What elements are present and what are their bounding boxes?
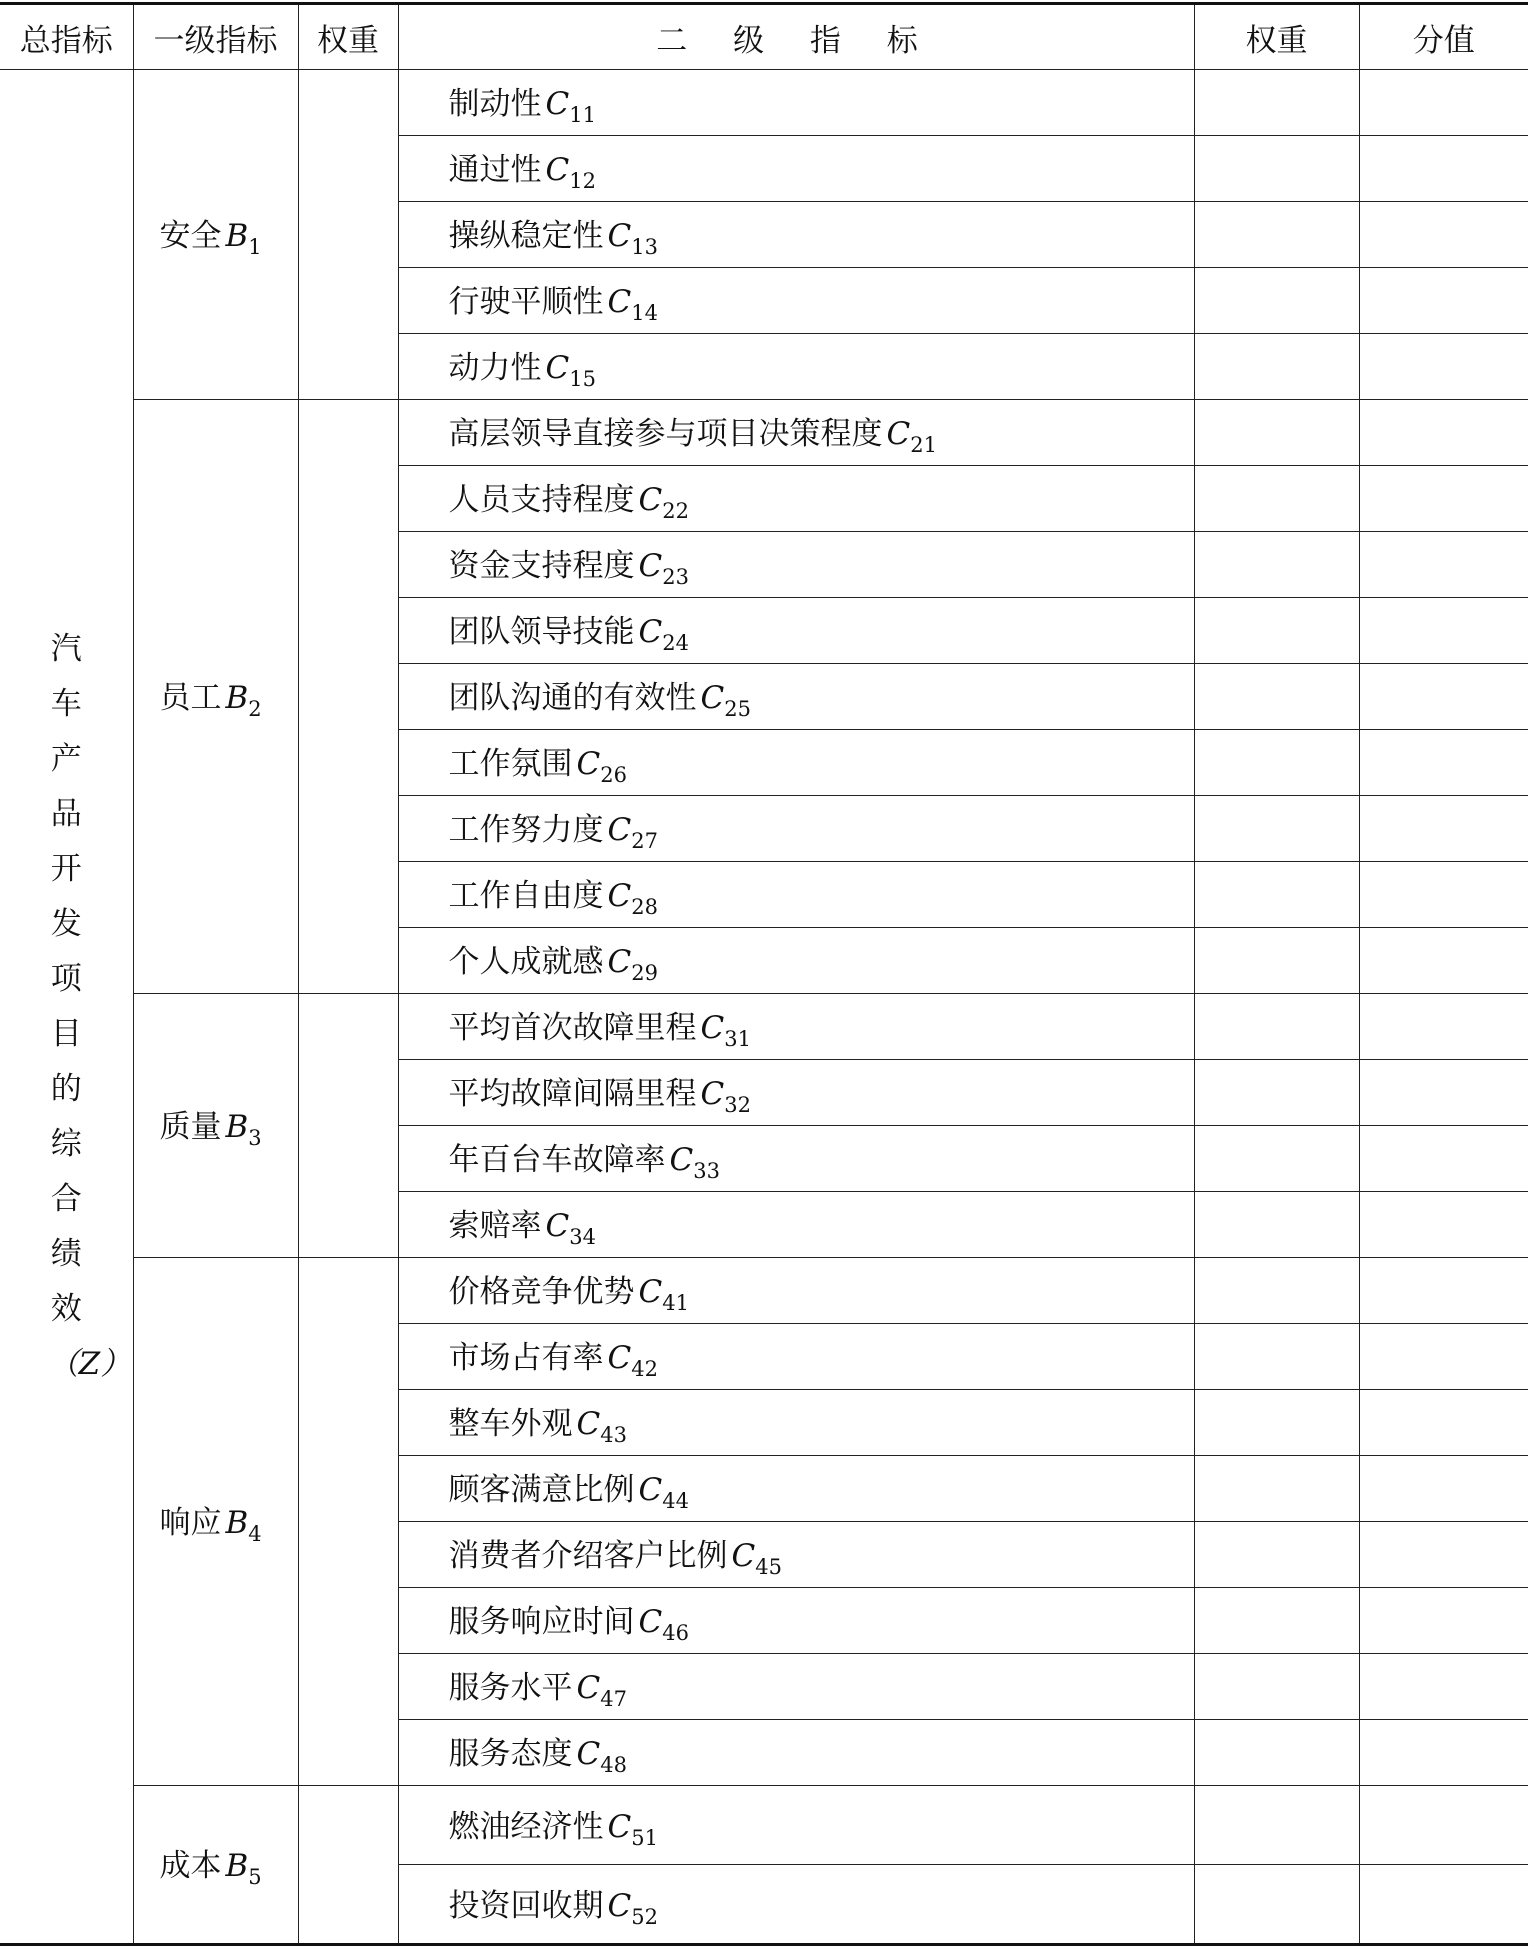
level2-symbol-subscript: 11 (569, 103, 596, 127)
level2-symbol-subscript: 45 (755, 1555, 782, 1579)
level2-symbol-subscript: 46 (662, 1621, 689, 1645)
level2-symbol (700, 1010, 751, 1051)
level2-symbol (576, 1736, 627, 1777)
level2-symbol-subscript: 51 (631, 1825, 658, 1850)
level2-symbol-subscript: 27 (631, 829, 658, 853)
level2-label: 通过性 (448, 152, 542, 188)
header-level1: 一级指标 (133, 4, 298, 70)
level1-cell (133, 70, 298, 400)
level1-symbol (225, 680, 262, 721)
score-cell[interactable] (1359, 1522, 1528, 1588)
score-cell[interactable] (1359, 136, 1528, 202)
score-cell[interactable] (1359, 730, 1528, 796)
level2-symbol-subscript: 29 (631, 961, 658, 985)
level2-symbol-letter: C (576, 1670, 601, 1706)
score-cell[interactable] (1359, 1324, 1528, 1390)
level2-label: 消费者介绍客户比例 (448, 1538, 728, 1574)
score-cell[interactable] (1359, 1588, 1528, 1654)
level2-cell (398, 730, 1194, 796)
level2-weight-cell[interactable] (1194, 730, 1359, 796)
level2-weight-cell[interactable] (1194, 994, 1359, 1060)
table-row (0, 70, 1528, 136)
level1-weight-cell[interactable] (298, 400, 398, 994)
score-cell[interactable] (1359, 994, 1528, 1060)
level2-symbol-letter: C (607, 812, 632, 848)
level2-cell (398, 1654, 1194, 1720)
score-cell[interactable] (1359, 1654, 1528, 1720)
header-weight2: 权重 (1194, 4, 1359, 70)
level2-symbol-letter: C (700, 1076, 725, 1112)
level2-cell (398, 1720, 1194, 1786)
level2-label: 行驶平顺性 (448, 284, 604, 320)
header-row (0, 4, 1528, 70)
level2-weight-cell[interactable] (1194, 532, 1359, 598)
level2-symbol-subscript: 13 (631, 235, 658, 259)
level1-cell (133, 994, 298, 1258)
level2-cell (398, 1786, 1194, 1865)
level1-symbol (225, 1109, 262, 1150)
table-row (0, 1786, 1528, 1865)
level2-cell (398, 1522, 1194, 1588)
level2-label: 个人成就感 (448, 944, 604, 980)
level1-label: 质量 (159, 1109, 222, 1145)
level2-symbol-letter: C (607, 1887, 632, 1924)
level1-symbol-subscript: 1 (248, 235, 262, 259)
level1-symbol-subscript: 3 (248, 1126, 262, 1150)
level2-symbol-subscript: 12 (569, 169, 596, 193)
level1-symbol-letter: B (225, 1109, 249, 1145)
level2-weight-cell[interactable] (1194, 862, 1359, 928)
level2-symbol (576, 1670, 627, 1711)
level2-cell (398, 532, 1194, 598)
level2-symbol-subscript: 31 (724, 1027, 751, 1051)
level2-symbol-subscript: 42 (631, 1357, 658, 1381)
level1-label: 响应 (159, 1505, 222, 1541)
level2-cell (398, 70, 1194, 136)
level2-cell (398, 1324, 1194, 1390)
level2-symbol-subscript: 34 (569, 1225, 596, 1249)
level2-weight-cell[interactable] (1194, 1522, 1359, 1588)
total-indicator-symbol: （Z） (47, 1345, 132, 1382)
level2-symbol-letter: C (607, 1340, 632, 1376)
level2-cell (398, 268, 1194, 334)
level1-weight-cell[interactable] (298, 994, 398, 1258)
level2-symbol (576, 746, 627, 787)
level2-symbol-subscript: 48 (600, 1753, 627, 1777)
level1-weight-cell[interactable] (298, 1786, 398, 1945)
level2-label: 资金支持程度 (448, 548, 635, 584)
level2-symbol-subscript: 23 (662, 565, 689, 589)
level1-weight-cell[interactable] (298, 70, 398, 400)
level2-label: 动力性 (448, 350, 542, 386)
score-cell[interactable] (1359, 1786, 1528, 1865)
level2-weight-cell[interactable] (1194, 664, 1359, 730)
level2-cell (398, 136, 1194, 202)
level2-symbol (607, 878, 658, 919)
level2-cell (398, 1060, 1194, 1126)
level2-symbol-letter: C (638, 1472, 663, 1508)
level2-symbol-letter: C (638, 614, 663, 650)
level2-symbol-letter: C (545, 350, 570, 386)
score-cell[interactable] (1359, 1126, 1528, 1192)
score-cell[interactable] (1359, 862, 1528, 928)
score-cell[interactable] (1359, 1720, 1528, 1786)
level2-symbol (607, 812, 658, 853)
level2-weight-cell[interactable] (1194, 1720, 1359, 1786)
level2-symbol (700, 1076, 751, 1117)
level2-symbol (886, 416, 937, 457)
level2-symbol (638, 1274, 689, 1315)
level1-cell (133, 1258, 298, 1786)
level1-symbol (225, 1505, 262, 1546)
level2-weight-cell[interactable] (1194, 598, 1359, 664)
level2-weight-cell[interactable] (1194, 1258, 1359, 1324)
level2-weight-cell[interactable] (1194, 1588, 1359, 1654)
score-cell[interactable] (1359, 1258, 1528, 1324)
score-cell[interactable] (1359, 532, 1528, 598)
header-level2: 二 级 指 标 (398, 4, 1194, 70)
level2-symbol-subscript: 22 (662, 499, 689, 523)
level2-label: 整车外观 (448, 1406, 573, 1442)
level2-symbol-subscript: 14 (631, 301, 658, 325)
level2-weight-cell[interactable] (1194, 1456, 1359, 1522)
level2-symbol-subscript: 47 (600, 1687, 627, 1711)
level2-label: 团队沟通的有效性 (448, 680, 697, 716)
level2-symbol-letter: C (700, 680, 725, 716)
level2-symbol-letter: C (669, 1142, 694, 1178)
total-indicator-label (47, 622, 132, 1392)
level2-cell (398, 1258, 1194, 1324)
level2-label: 服务水平 (448, 1670, 573, 1706)
level2-label: 工作氛围 (448, 746, 573, 782)
score-cell[interactable] (1359, 334, 1528, 400)
level2-weight-cell[interactable] (1194, 466, 1359, 532)
total-indicator-text: 汽车产品开发项目的综合绩效 (50, 630, 82, 1327)
score-cell[interactable] (1359, 1865, 1528, 1945)
level2-cell (398, 664, 1194, 730)
level2-symbol-subscript: 15 (569, 367, 596, 391)
level2-weight-cell[interactable] (1194, 202, 1359, 268)
level2-symbol (545, 86, 596, 127)
score-cell[interactable] (1359, 400, 1528, 466)
level1-symbol (225, 218, 262, 259)
level2-cell (398, 400, 1194, 466)
total-indicator-cell (0, 70, 133, 1945)
level2-symbol-letter: C (607, 878, 632, 914)
indicator-table (0, 2, 1528, 1946)
level2-label: 制动性 (448, 86, 542, 122)
level2-symbol-letter: C (607, 944, 632, 980)
level2-symbol-letter: C (576, 1406, 601, 1442)
level2-symbol-subscript: 25 (724, 697, 751, 721)
level2-symbol-letter: C (700, 1010, 725, 1046)
level2-cell (398, 796, 1194, 862)
level1-label: 成本 (159, 1848, 222, 1884)
score-cell[interactable] (1359, 1390, 1528, 1456)
level2-cell (398, 202, 1194, 268)
level2-label: 团队领导技能 (448, 614, 635, 650)
level2-symbol-letter: C (607, 1808, 632, 1845)
level2-symbol-subscript: 41 (662, 1291, 689, 1315)
level1-symbol-subscript: 2 (248, 697, 262, 721)
level2-weight-cell[interactable] (1194, 1865, 1359, 1945)
level2-cell (398, 334, 1194, 400)
level2-symbol-letter: C (607, 218, 632, 254)
level2-label: 平均故障间隔里程 (448, 1076, 697, 1112)
level2-weight-cell[interactable] (1194, 1786, 1359, 1865)
level1-cell (133, 1786, 298, 1945)
level1-label: 安全 (159, 218, 222, 254)
level2-weight-cell[interactable] (1194, 1324, 1359, 1390)
level2-symbol-subscript: 26 (600, 763, 627, 787)
level2-symbol-subscript: 44 (662, 1489, 689, 1513)
level2-symbol-subscript: 21 (910, 433, 937, 457)
level2-symbol-letter: C (638, 548, 663, 584)
level2-symbol (545, 152, 596, 193)
level2-symbol (607, 218, 658, 259)
level2-label: 价格竞争优势 (448, 1274, 635, 1310)
table-body (0, 70, 1528, 1945)
level2-cell (398, 1456, 1194, 1522)
level2-weight-cell[interactable] (1194, 334, 1359, 400)
level2-symbol (545, 350, 596, 391)
level2-weight-cell[interactable] (1194, 1654, 1359, 1720)
level2-weight-cell[interactable] (1194, 796, 1359, 862)
level2-symbol-letter: C (545, 86, 570, 122)
level2-cell (398, 928, 1194, 994)
level2-symbol (607, 944, 658, 985)
level2-cell (398, 466, 1194, 532)
level2-label: 平均首次故障里程 (448, 1010, 697, 1046)
level1-symbol (225, 1848, 262, 1889)
level1-symbol-subscript: 4 (248, 1522, 262, 1546)
level2-symbol (731, 1538, 782, 1579)
level2-weight-cell[interactable] (1194, 70, 1359, 136)
level2-weight-cell[interactable] (1194, 268, 1359, 334)
level2-cell (398, 994, 1194, 1060)
level2-symbol-letter: C (638, 482, 663, 518)
level2-symbol-letter: C (886, 416, 911, 452)
level2-weight-cell[interactable] (1194, 136, 1359, 202)
score-cell[interactable] (1359, 70, 1528, 136)
level2-label: 顾客满意比例 (448, 1472, 635, 1508)
level2-label: 投资回收期 (448, 1887, 604, 1924)
score-cell[interactable] (1359, 1060, 1528, 1126)
level2-symbol-letter: C (545, 152, 570, 188)
level2-symbol (638, 614, 689, 655)
level2-symbol-subscript: 43 (600, 1423, 627, 1447)
level2-symbol (638, 548, 689, 589)
level1-cell (133, 400, 298, 994)
table-row (0, 1258, 1528, 1324)
level2-symbol (669, 1142, 720, 1183)
level2-symbol-subscript: 32 (724, 1093, 751, 1117)
level2-symbol-letter: C (545, 1208, 570, 1244)
level2-label: 高层领导直接参与项目决策程度 (448, 416, 883, 452)
level2-symbol (607, 1887, 658, 1929)
level2-symbol-letter: C (638, 1604, 663, 1640)
score-cell[interactable] (1359, 928, 1528, 994)
header-total: 总指标 (0, 4, 133, 70)
level2-symbol-subscript: 24 (662, 631, 689, 655)
level2-symbol (607, 1808, 658, 1850)
level2-weight-cell[interactable] (1194, 1126, 1359, 1192)
level2-weight-cell[interactable] (1194, 400, 1359, 466)
level2-symbol (638, 1472, 689, 1513)
level1-symbol-letter: B (225, 1848, 249, 1884)
level2-label: 服务响应时间 (448, 1604, 635, 1640)
score-cell[interactable] (1359, 598, 1528, 664)
table-row (0, 400, 1528, 466)
level2-cell (398, 862, 1194, 928)
level2-symbol-subscript: 52 (631, 1904, 658, 1929)
level2-label: 人员支持程度 (448, 482, 635, 518)
level2-symbol (700, 680, 751, 721)
score-cell[interactable] (1359, 466, 1528, 532)
header-weight1: 权重 (298, 4, 398, 70)
level1-symbol-subscript: 5 (248, 1865, 262, 1889)
level2-weight-cell[interactable] (1194, 1390, 1359, 1456)
level2-label: 工作努力度 (448, 812, 604, 848)
level2-symbol (607, 284, 658, 325)
level2-symbol-letter: C (638, 1274, 663, 1310)
level2-symbol-subscript: 33 (693, 1159, 720, 1183)
level2-symbol-letter: C (576, 746, 601, 782)
level2-symbol (607, 1340, 658, 1381)
score-cell[interactable] (1359, 1456, 1528, 1522)
level1-symbol-letter: B (225, 1505, 249, 1541)
header-score: 分值 (1359, 4, 1528, 70)
score-cell[interactable] (1359, 202, 1528, 268)
level2-label: 燃油经济性 (448, 1808, 604, 1845)
level2-weight-cell[interactable] (1194, 1060, 1359, 1126)
level2-symbol-letter: C (731, 1538, 756, 1574)
level2-cell (398, 1865, 1194, 1945)
level2-weight-cell[interactable] (1194, 1192, 1359, 1258)
level2-symbol (576, 1406, 627, 1447)
level1-weight-cell[interactable] (298, 1258, 398, 1786)
level2-label: 操纵稳定性 (448, 218, 604, 254)
level2-symbol-subscript: 28 (631, 895, 658, 919)
level2-symbol (545, 1208, 596, 1249)
level2-symbol (638, 1604, 689, 1645)
score-cell[interactable] (1359, 268, 1528, 334)
score-cell[interactable] (1359, 796, 1528, 862)
level1-symbol-letter: B (225, 218, 249, 254)
level1-label: 员工 (159, 680, 222, 716)
level1-symbol-letter: B (225, 680, 249, 716)
level2-cell (398, 598, 1194, 664)
table-row (0, 994, 1528, 1060)
score-cell[interactable] (1359, 664, 1528, 730)
level2-symbol (638, 482, 689, 523)
level2-label: 索赔率 (448, 1208, 542, 1244)
level2-label: 市场占有率 (448, 1340, 604, 1376)
level2-label: 服务态度 (448, 1736, 573, 1772)
level2-symbol-letter: C (576, 1736, 601, 1772)
level2-cell (398, 1588, 1194, 1654)
level2-symbol-letter: C (607, 284, 632, 320)
level2-weight-cell[interactable] (1194, 928, 1359, 994)
score-cell[interactable] (1359, 1192, 1528, 1258)
level2-label: 工作自由度 (448, 878, 604, 914)
level2-cell (398, 1126, 1194, 1192)
level2-cell (398, 1390, 1194, 1456)
level2-cell (398, 1192, 1194, 1258)
level2-label: 年百台车故障率 (448, 1142, 666, 1178)
